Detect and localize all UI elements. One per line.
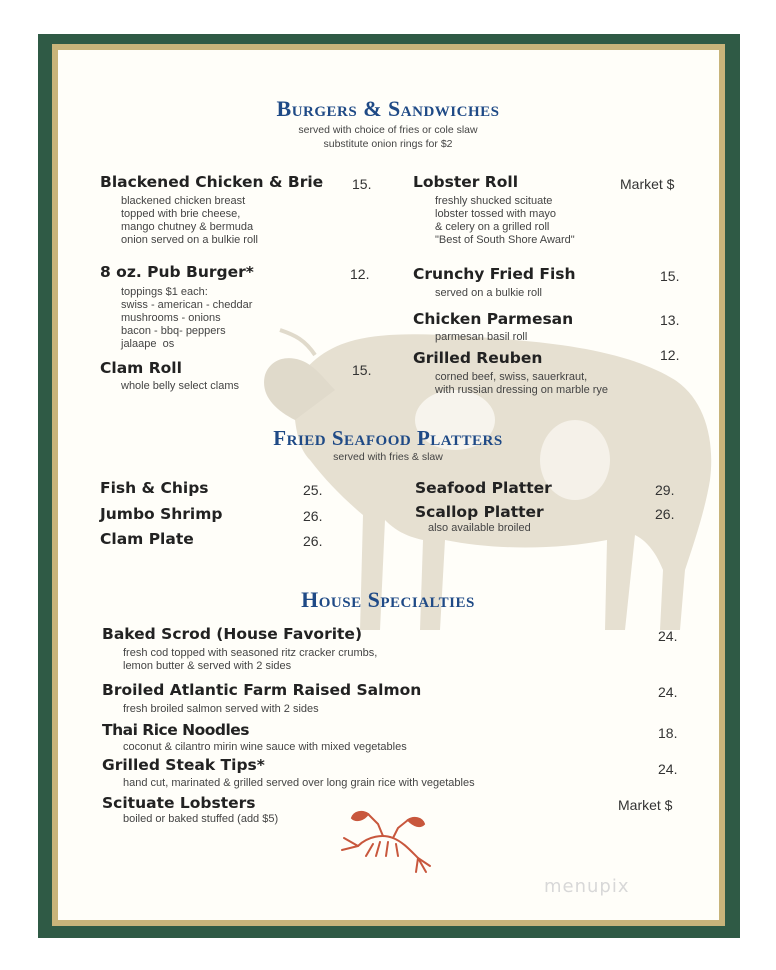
item-price: 29. — [655, 482, 675, 498]
item-desc: boiled or baked stuffed (add $5) — [123, 813, 279, 825]
item-name: Clam Roll — [100, 359, 182, 377]
item-name: Baked Scrod (House Favorite) — [102, 625, 363, 643]
item-name: Thai Rice Noodles — [102, 721, 250, 739]
item-desc: also available broiled — [428, 522, 531, 534]
item-desc: hand cut, marinated & grilled served over long grain rice with vegetables — [123, 777, 475, 789]
item-price: 12. — [350, 266, 370, 282]
lobster-icon — [338, 806, 438, 878]
item-desc: whole belly select clams — [121, 380, 239, 392]
item-price: 15. — [352, 176, 372, 192]
item-desc: freshly shucked scituate lobster tossed with mayo & celery on a grilled roll "Best of South Shore Award" — [435, 195, 575, 246]
item-price: 18. — [658, 725, 678, 741]
watermark: menupix — [544, 876, 630, 897]
item-desc: coconut & cilantro mirin wine sauce with mixed vegetables — [123, 741, 407, 753]
burgers-subtitle-2: substitute onion rings for $2 — [323, 138, 453, 150]
item-desc: blackened chicken breast topped with brie cheese, mango chutney & bermuda onion served on a bulkie roll — [121, 195, 258, 246]
item-price: Market $ — [620, 176, 675, 192]
item-name: Crunchy Fried Fish — [413, 265, 576, 283]
item-name: Broiled Atlantic Farm Raised Salmon — [102, 681, 422, 699]
item-name: Scallop Platter — [415, 503, 544, 521]
item-name: Grilled Steak Tips* — [102, 756, 265, 774]
item-price: 25. — [303, 482, 323, 498]
item-name: Chicken Parmesan — [413, 310, 574, 328]
section-title-fried: Fried Seafood Platters — [273, 426, 503, 450]
item-price: 15. — [352, 362, 372, 378]
item-desc: corned beef, swiss, sauerkraut, with russian dressing on marble rye — [435, 371, 609, 396]
item-price: 12. — [660, 347, 680, 363]
item-price: 26. — [303, 508, 323, 524]
item-name: Scituate Lobsters — [102, 794, 256, 812]
item-name: Seafood Platter — [415, 479, 552, 497]
item-desc: toppings $1 each: swiss - american - cheddar mushrooms - onions bacon - bbq- peppers jalaape os — [121, 286, 253, 350]
item-name: Jumbo Shrimp — [100, 505, 223, 523]
item-name: Clam Plate — [100, 530, 194, 548]
item-price: 24. — [658, 628, 678, 644]
item-name: 8 oz. Pub Burger* — [100, 263, 254, 281]
item-desc: fresh broiled salmon served with 2 sides — [123, 703, 319, 715]
item-name: Lobster Roll — [413, 173, 519, 191]
item-price: 26. — [303, 533, 323, 549]
burgers-subtitle-1: served with choice of fries or cole slaw — [298, 124, 478, 136]
item-price: 13. — [660, 312, 680, 328]
section-title-house: House Specialties — [301, 587, 475, 612]
item-desc: fresh cod topped with seasoned ritz cracker crumbs, lemon butter & served with 2 sides — [123, 647, 378, 672]
item-price: 24. — [658, 761, 678, 777]
item-price: 26. — [655, 506, 675, 522]
item-price: Market $ — [618, 797, 673, 813]
item-desc: parmesan basil roll — [435, 331, 528, 343]
item-name: Blackened Chicken & Brie — [100, 173, 324, 191]
item-price: 15. — [660, 268, 680, 284]
item-name: Fish & Chips — [100, 479, 209, 497]
item-price: 24. — [658, 684, 678, 700]
section-title-burgers: Burgers & Sandwiches — [276, 96, 500, 121]
fried-subtitle: served with fries & slaw — [333, 451, 443, 463]
item-name: Grilled Reuben — [413, 349, 543, 367]
item-desc: served on a bulkie roll — [435, 287, 543, 299]
